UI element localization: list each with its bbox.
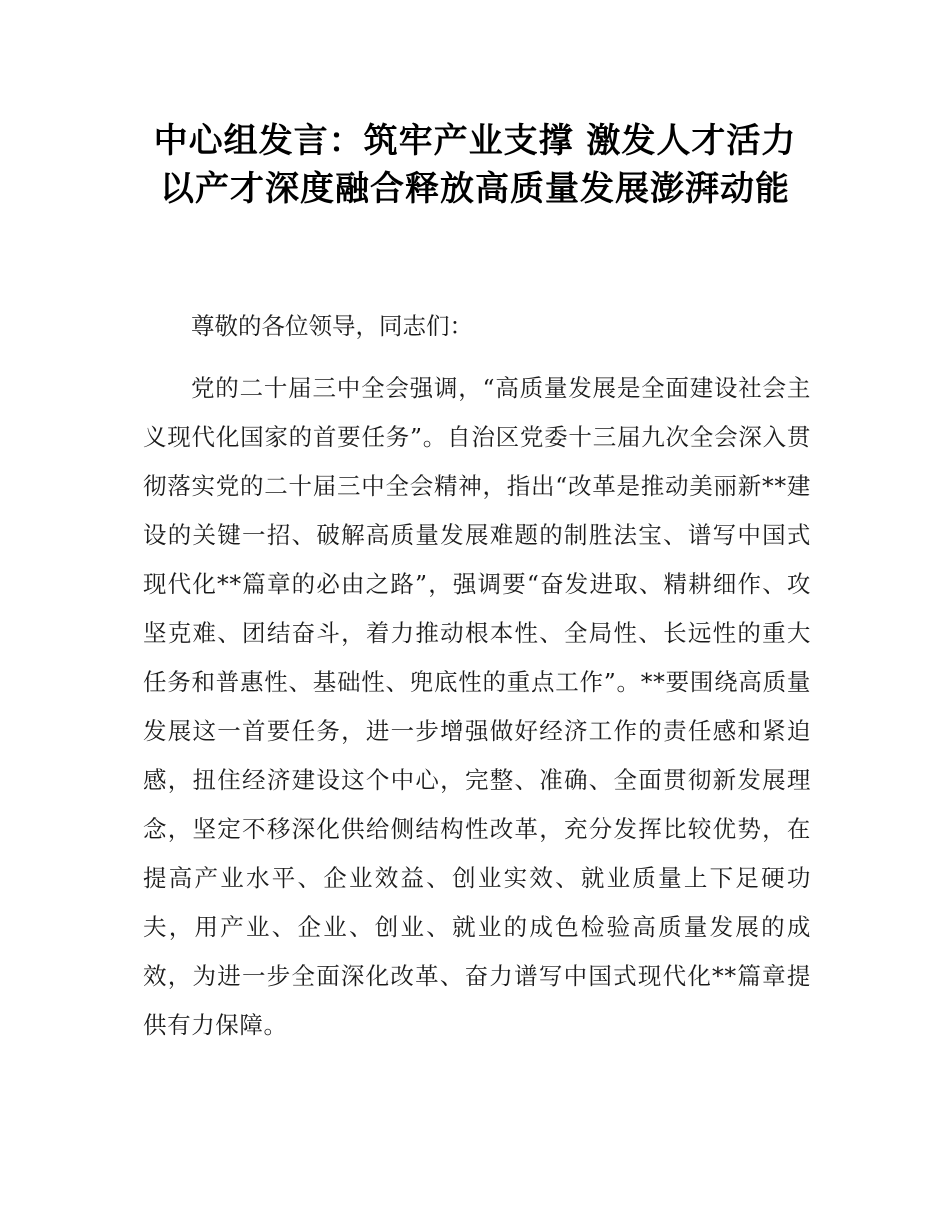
document-title-line-1: 中心组发言：筑牢产业支撑 激发人才活力 [153,121,797,161]
salutation: 尊敬的各位领导，同志们： [191,312,473,340]
body-paragraph: 党的二十届三中全会强调，“高质量发展是全面建设社会主义现代化国家的首要任务”。自治区党委十三届九次全会深入贯彻落实党的二十届三中全会精神，指出“改革是推动美丽新**建设的关键一招、破解高质量发展难题的制胜法宝、谱写中国式现代化**篇章的必由之路”，强调要“奋发进取、精耕细作、攻坚克难、团结奋斗，着力推动根本性、全局性、长远性的重大任务和普惠性、基础性、兜底性的重点工作”。**要围绕高质量发展这一首要任务，进一步增强做好经济工作的责任感和紧迫感，扭住经济建设这个中心，完整、准确、全面贯彻新发展理念，坚定不移深化供给侧结构性改革，充分发挥比较优势，在提高产业水平、企业效益、创业实效、就业质量上下足硬功夫，用产业、企业、创业、就业的成色检验高质量发展的成效，为进一步全面深化改革、奋力谱写中国式现代化**篇章提供有力保障。 [143,374,811,1039]
document-title-line-2: 以产才深度融合释放高质量发展澎湃动能 [160,169,790,209]
